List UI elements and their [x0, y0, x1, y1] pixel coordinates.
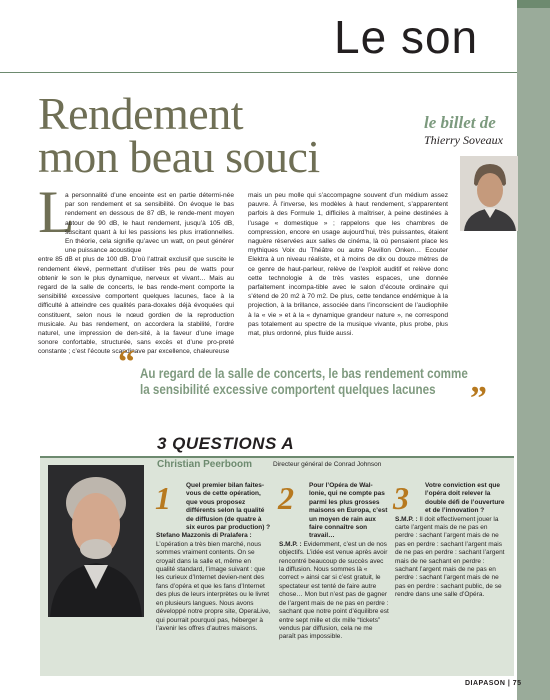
- answer-3-lead: S.M.P. :: [395, 515, 418, 523]
- article-column-1: [38, 179, 234, 357]
- interviewee-role: Directeur général de Conrad Johnson: [273, 461, 382, 468]
- page-folio: DIAPASON | 75: [465, 680, 522, 687]
- article-paragraph-continued: entre 85 dB et plus de 100 dB. D’où l’attrait exclusif que suscite le rendement élevé, permettant d’utiliser très peu de watts pour obtenir le son le plus dynamique, nerveux et vivant… Mais au regard de la salle de concerts, le bas rende-ment comporte la sensibilité excessive comportent quelques lacunes, face à la difficulté à atteindre ces qualités para-doxales déjà évoquées qui constituent, selon nous le nœud gordien de la reproduction musicale. Au bas rendement, on accordera la stabilité, l’ordre naturel, une impression de den-sité, à la faveur d’une image sonore confortable, structurée, sans excès et d’une pro-preté constante ; c’est l’écoute scandinave par excellence, chaleureuse: [38, 256, 234, 356]
- question-block-1: [156, 482, 271, 633]
- question-block-3: [395, 482, 507, 600]
- article-column-2: mais un peu molle qui s’accompagne souvent d’un médium assez pauvre. À l’inverse, les modèles à haut rendement, s’apparentent parfois à des Formule 1, difficiles à maîtriser, à peine destinées à l’usage « domestique » ; rappelons que les chambres de compression, encore en usage aujourd’hui, très puissantes, étaient naguère réservées aux salles de cinéma, là où pensaient place les mythiques Voix du Théâtre ou autre Pavillon Onken… Ecouter Elektra à un niveau réaliste, et à moins de dix ou douze mètres de ce genre de haut-parleur, relève de l’exploit auditif et relève donc cette technologie à de très vastes espaces, une donnée parfaitement incompa-tible avec le salon d’écoute ordinaire qui s’étend de 20 m2 à 70 m2. De plus, cette tendance endémique à la projection, à la brillance, associée dans l’inconscient de l’audiophile à la « vie » et à la « dynamique grandeur nature », ne correspond pas totalement au spectre de la musique vivante, plus probe, plus mat, plus ordonné, plus fluide aussi.: [248, 192, 448, 338]
- question-3-text: Votre conviction est que l’opéra doit relever la double défi de l’ouverture et de l’innovation ?: [425, 482, 505, 515]
- headline-line-1: Rendement: [38, 88, 243, 139]
- drop-cap: L: [38, 179, 75, 245]
- pull-quote-open-mark: “: [118, 344, 135, 381]
- answer-1-text: L’opération a très bien marché, nous sommes vraiment contents. On se croyait dans la salle et, même en qualité standard, l’image suivant : que les curieux d’Internet devien-nent des fans d’opéra et que les fans d’Internet des plus de leurs interprètes ou le livret en plusieurs langues. Nous avons développé notre propre site, OperaLive, qui pourrait pourquoi pas, héberger à l’avenir les offres d’autres maisons.: [156, 540, 271, 632]
- article-paragraph-intro: a personnalité d’une enceinte est en partie détermi-née par son rendement et sa sensibilité. On évoque le bas rendement en dessous de 87 dB, le rende-ment moyen autour de 90 dB, le haut rendement, jusqu’à 105 dB, suscitant quant à lui les passions les plus irrationnelles. En théorie, cela signifie qu’avec un watt, on peut générer une puissance acoustique: [65, 192, 234, 255]
- interviewee-name: Christian Peerboom: [157, 459, 253, 470]
- question-2-text: Pour l’Opéra de Wal-lonie, qui ne compte pas parmi les plus grosses maisons en Europa, c’est un moyen de rain aux faire connaître son travail…: [309, 482, 388, 540]
- billet-author: Thierry Soveaux: [424, 133, 503, 147]
- questions-title: 3 QUESTIONS A: [157, 434, 295, 453]
- question-block-2: [279, 482, 389, 642]
- answer-2-lead: S.M.P. :: [279, 540, 302, 548]
- section-rule: [0, 72, 517, 73]
- question-number-2: 2: [278, 480, 294, 516]
- pull-quote: Au regard de la salle de concerts, le bas rendement comme la sensibilité excessive comportent quelques lacunes: [140, 366, 468, 397]
- answer-1-lead: Stefano Mazzonis di Pralafera :: [156, 532, 252, 540]
- page-side-bar: [517, 0, 550, 700]
- author-portrait-image: [460, 156, 518, 231]
- section-title: Le son: [334, 11, 479, 63]
- billet-label: le billet de: [424, 113, 496, 132]
- answer-2-text: Evidemment, c’est un de nos objectifs. L’idée est venue après avoir rencontré beaucoup de succès avec la diffusion. Nous sommes là « correct » ainsi car si c’est gratuit, le spectateur est tenté de faire autre chose… Mon but n’est pas de gagner de l’argent mais de ne pas en perdre : sachant que notre point d’équilibre est entre sept mille et dix mille “tickets” vendus par diffusion, cela ne me paraît pas impossible.: [279, 540, 389, 641]
- interviewee-portrait-image: [48, 465, 144, 617]
- interviewee-photo: [48, 465, 144, 617]
- pull-quote-close-mark: ”: [470, 380, 487, 417]
- side-bar-accent: [517, 0, 550, 8]
- article-headline: [38, 88, 320, 182]
- answer-3-text: Il doit effectivement jouer la carte l’argent mais de ne pas en perdre : sachant l’argent mais de ne pas en perdre : sachant l’argent mais de ne pas en perdre : sachant l’argent mais de ne sachant en perdre : sachant l’argent mais de ne pas en perdre : sachant l’argent mais de ne pas en perdre : sachant public, de se rendre dans une salle d’Opéra.: [395, 515, 505, 599]
- author-photo: [460, 156, 518, 231]
- headline-line-2: mon beau souci: [38, 131, 320, 182]
- question-number-3: 3: [393, 480, 409, 516]
- question-number-1: 1: [155, 480, 171, 516]
- question-1-text: Quel premier bilan faites-vous de cette opération, que vous proposez différents selon la qualité de diffusion (de quatre à six euros par production) ?: [186, 482, 271, 532]
